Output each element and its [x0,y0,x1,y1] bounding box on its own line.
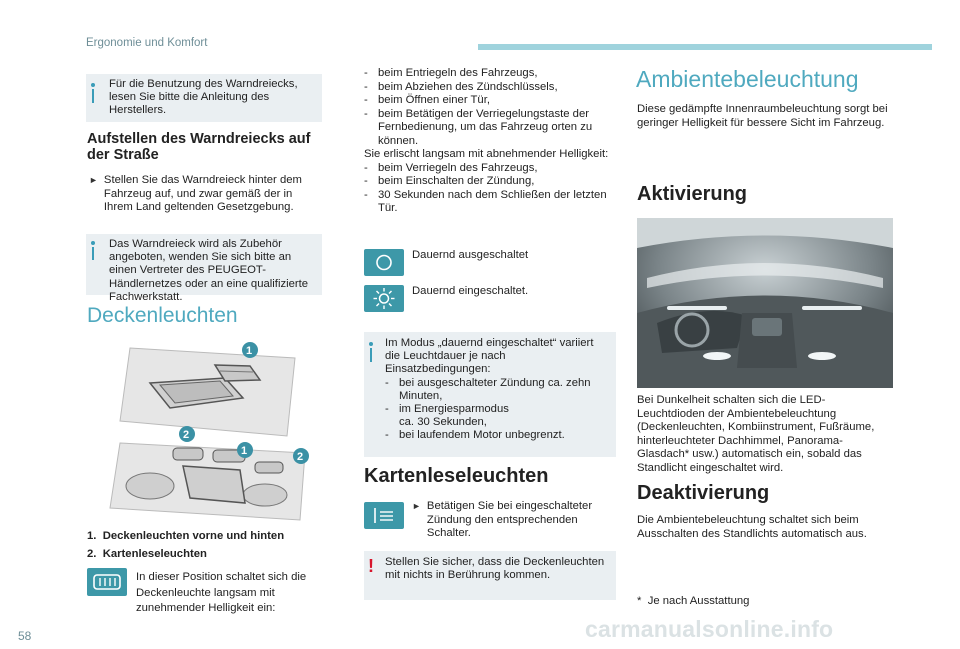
always-off-label: Dauernd ausgeschaltet [412,249,529,261]
watermark: carmanualsonline.info [585,616,834,642]
callout-2-right-label: 2 [297,451,304,463]
ambient-lighting-title: Ambientebeleuchtung [636,66,859,92]
list-item: - beim Verriegeln des Fahrzeugs, [364,161,538,174]
info-note-manufacturer [86,74,322,122]
info-note-text: Im Modus „dauernd eingeschaltet“ variiert die Leuchtdauer je nach Einsatzbedingungen: - bei ausgeschalteter Zündung ca. zehn Minuten, - im Energiesparmodus ca. 30 Sekunden, - bei laufendem Motor unbegrenzt. [385,337,611,443]
light-on-switch-icon [364,285,404,312]
list-item: - bei laufendem Motor unbegrenzt. [385,429,565,442]
door-mode-text: In dieser Position schaltet sich die Deckenleuchte langsam mit zunehmender Helligkeit ein: [136,571,307,614]
map-lights-heading: Kartenleseleuchten [364,465,549,487]
section-header-title: Ergonomie und Komfort [86,37,208,49]
list-item: - beim Abziehen des Zündschlüssels, [364,80,558,93]
list-item: - beim Betätigen der Verriegelungstaste der Fernbedienung, um das Fahrzeug orten zu können. [364,107,593,147]
ceiling-lights-title: Deckenleuchten [87,304,238,327]
step-triangle-icon: ► [412,501,421,511]
page-number: 58 [18,629,32,643]
info-note-accessory [86,234,322,303]
map-light-switch-icon [364,502,404,529]
callout-1-top-label: 1 [246,345,253,357]
map-lights-step: ► Betätigen Sie bei eingeschalteter Zündung den entsprechenden Schalter. [412,500,593,539]
deactivation-heading: Deaktivierung [637,482,770,504]
activation-text: Bei Dunkelheit schalten sich die LED-Leuchtdioden der Ambientebeleuchtung (Deckenleuchten, Kombiinstrument, Fußräume, hinterleuchteter Dachhimmel, Panorama-Glasdach* usw.) automatisch ein, sobald das Standlicht eingeschaltet wird. [637,394,875,474]
always-on-label: Dauernd eingeschaltet. [412,285,529,297]
info-note-duration [364,332,616,457]
activation-heading: Aktivierung [637,183,748,205]
door-mode-switch-icon [87,568,127,596]
warning-triangle-heading: Aufstellen des Warndreiecks auf der Straße [87,131,311,163]
warning-text: Stellen Sie sicher, dass die Deckenleuchten mit nichts in Berührung kommen. [385,556,605,582]
legend-item-2: 2. Kartenleseleuchten [87,548,207,560]
list-item: - beim Öffnen einer Tür, [364,94,490,106]
list-item: - beim Entriegeln des Fahrzeugs, [364,67,538,79]
info-note-text: Das Warndreieck wird als Zubehör angeboten, wenden Sie sich bitte an einen Vertreter des PEUGEOT-Händlernetzes oder an eine qualifizierte Fachwerkstatt. [109,238,309,303]
footnote: * Je nach Ausstattung [637,595,750,607]
step-triangle-icon: ► [89,175,98,185]
header-accent-bar [478,44,932,50]
list-item: - 30 Sekunden nach dem Schließen der letzten Tür. [364,188,607,214]
list-item: - beim Einschalten der Zündung, [364,175,535,187]
light-off-intro: Sie erlischt langsam mit abnehmender Helligkeit: [364,148,609,160]
light-on-list [364,67,616,216]
list-item: - im Energiesparmodus ca. 30 Sekunden, [385,403,509,429]
callout-2-left-label: 2 [183,429,190,441]
ambient-lighting-intro: Diese gedämpfte Innenraumbeleuchtung sorgt bei geringer Helligkeit für bessere Sicht im Fahrzeug. [637,103,888,129]
light-off-switch-icon [364,249,404,276]
info-note-text: Für die Benutzung des Warndreiecks, lesen Sie bitte die Anleitung des Herstellers. [109,78,298,117]
ambient-interior-photo [637,218,893,388]
list-item: - bei ausgeschalteter Zündung ca. zehn Minuten, [385,376,591,402]
deactivation-text: Die Ambientebeleuchtung schaltet sich beim Ausschalten des Standlichts automatisch aus. [637,514,867,540]
warning-note [364,551,616,600]
warning-icon: ! [368,556,374,576]
legend-item-1: 1. Deckenleuchten vorne und hinten [87,530,285,542]
warning-triangle-step: ► Stellen Sie das Warndreieck hinter dem Fahrzeug auf, und zwar gemäß der in Ihrem Land geltenden Gesetzgebung. [89,174,302,213]
ceiling-lights-illustration [95,338,325,524]
callout-1-bottom-label: 1 [241,445,248,457]
